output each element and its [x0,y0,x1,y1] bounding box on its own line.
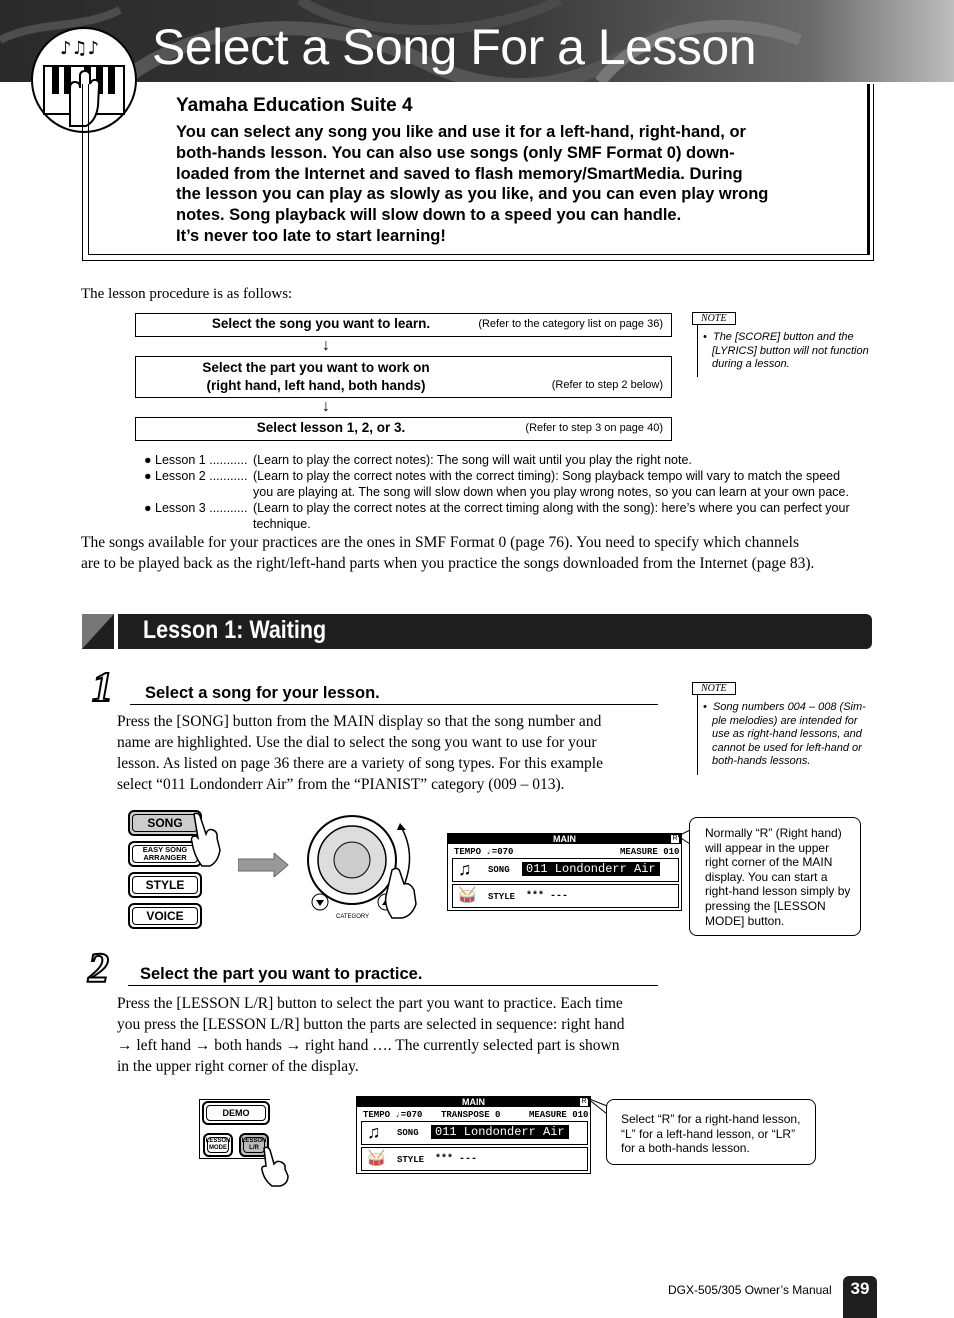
note-1-line-1: The [SCORE] button and the [712,331,854,343]
step-1-heading: Select a song for your lesson. [145,684,380,702]
callout-line: will appear in the upper [705,840,830,855]
right-arrow-icon [238,853,290,877]
part-indicator: R [581,1098,587,1105]
note-1-line-3: during a lesson. [712,358,790,371]
page-title: Select a Song For a Lesson [152,19,757,75]
step-2-heading: Select the part you want to practice. [140,965,423,983]
lesson-3-line: (Learn to play the correct notes at the correct timing along with the song): here’s where you can perfect your [253,501,850,515]
display-song-name: 011 Londonderr Air [522,862,660,876]
display-measure: MEASURE 010 [620,847,680,857]
section-title: Lesson 1: Waiting [143,616,327,644]
callout-step-2-text [607,1100,815,1156]
note-tag: NOTE [692,682,736,695]
step-1-line: Press the [SONG] button from the MAIN display so that the song number and [117,713,602,730]
intro-line: You can select any song you like and use it for a left-hand, right-hand, or [176,123,746,141]
lesson-2-line: (Learn to play the correct notes with the correct timing): Song playback tempo will vary to match the speed [253,469,841,483]
style-row-label: STYLE [397,1155,425,1165]
footer-manual: DGX-505/305 Owner’s Manual [668,1283,832,1297]
songs-line: are to be played back as the right/left-hand parts when you practice the songs downloaded from the Internet (page 83). [81,555,815,572]
lesson-3-desc [253,500,873,532]
part-indicator: R [672,835,678,842]
step-1-ref: (Refer to the category list on page 36) [478,318,663,330]
lesson-1-desc [253,452,873,468]
dial-icon[interactable] [300,810,430,925]
intro-line: the lesson you can play as slowly as you like, and you can even play wrong [176,185,769,204]
procedure-step-3 [135,417,672,441]
style-button-label: STYLE [132,876,198,894]
step-2-rule [128,985,658,986]
display-mode: MAIN [448,834,681,844]
pointing-hand-icon [258,1146,298,1188]
callout-step-2 [606,1099,816,1165]
note-rule [697,690,698,775]
easy-song-arranger-label: EASY SONG ARRANGER [132,845,198,863]
step-3-ref: (Refer to step 3 on page 40) [525,422,663,434]
lesson-2-line: you are playing at. The song will slow down when you play wrong notes, so you can learn at your own pace. [253,485,849,499]
intro-line: notes. Song playback will slow down to a speed you can handle. [176,206,682,225]
callout-line: right corner of the MAIN [705,855,833,870]
lesson-3-label: ● Lesson 3 ........... [144,501,248,515]
display-tempo: TEMPO ♩=070 [454,847,514,857]
section-triangle-icon [82,614,114,649]
main-display-2 [356,1096,591,1174]
step-3-text: Select lesson 1, 2, or 3. [256,420,406,435]
intro-line: both-hands lesson. You can also use songs (only SMF Format 0) down- [176,143,735,162]
note-2-line-4: cannot be used for left-hand or [712,741,862,754]
pointing-hand-icon [188,810,228,870]
step-1-number: 1 [92,665,113,711]
voice-button[interactable] [128,903,202,929]
step-1-rule [130,704,658,705]
intro-line: It’s never too late to start learning! [176,226,446,245]
note-tag: NOTE [692,312,736,325]
note-1-text [703,331,883,372]
category-label: CATEGORY [336,914,370,920]
note-2-line-2: ple melodies) are intended for [712,714,858,727]
down-arrow-icon: ↓ [322,337,330,354]
down-arrow-icon: ↓ [322,398,330,415]
main-display [447,833,682,911]
procedure-step-1 [135,313,672,337]
note-2-text: • Song numbers 004 – 008 (Sim- ple melodies) are intended for use as right-hand lessons, and cannot be used for left-hand or both-hands lessons. [703,701,883,769]
lesson-2-desc [253,468,873,500]
lesson-2-label: ● Lesson 2 ........... [144,469,248,483]
note-2-line-1: Song numbers 004 – 008 (Sim- [712,701,866,713]
display-style-value: *** --- [435,1154,478,1165]
step-1-line: name are highlighted. Use the dial to select the song you want to use for your [117,734,597,751]
note-2-line-3: use as right-hand lessons, and [712,728,862,741]
intro-heading: Yamaha Education Suite 4 [176,95,413,116]
song-button-label: SONG [132,814,198,832]
lesson-1-label: ● Lesson 1 ........... [144,453,248,467]
demo-button[interactable] [202,1101,270,1125]
procedure-step-2 [135,356,672,398]
step-2-line: you press the [LESSON L/R] button the parts are selected in sequence: right hand [117,1016,625,1033]
demo-button-label: DEMO [206,1105,266,1121]
step-2-line: → left hand → both hands → right hand …. The currently selected part is shown [117,1037,620,1054]
lesson-3-line: technique. [253,517,311,531]
callout-line: MODE] button. [705,913,785,928]
song-row-label: SONG [397,1128,419,1138]
display-transpose: TRANSPOSE 0 [441,1110,501,1120]
lesson-mode-button[interactable] [203,1133,233,1157]
display-song-name: 011 Londonderr Air [431,1125,569,1139]
style-row-label: STYLE [488,892,516,902]
lesson-1-line: (Learn to play the correct notes): The song will wait until you play the right note. [253,453,692,467]
display-style-value: *** --- [526,891,569,902]
note-icon: ♫ [367,1122,381,1142]
voice-button-label: VOICE [132,907,198,925]
callout-line: right-hand lesson simply by [705,884,851,899]
step-2-number: 2 [88,946,109,992]
callout-step-1 [689,817,861,936]
callout-line: for a both-hands lesson. [621,1141,750,1156]
intro-text [176,122,816,247]
step-2-body [117,993,687,1077]
callout-line: pressing the [LESSON [705,898,826,913]
display-measure: MEASURE 010 [529,1110,589,1120]
step-2-line: in the upper right corner of the display. [117,1058,359,1075]
songs-paragraph [81,532,881,574]
step-1-body [117,711,677,795]
callout-line: Select “R” for a right-hand lesson, [621,1112,801,1126]
callout-step-1-text [690,818,860,928]
lesson-lr-label: LESSON L/R [241,1138,267,1151]
display-mode: MAIN [357,1097,590,1107]
note-rule [697,320,698,377]
step-2-line-2: (right hand, left hand, both hands) [206,378,426,393]
callout-line: “L” for a left-hand lesson, or “LR” [621,1126,796,1141]
step-2-text [176,359,456,395]
procedure-intro: The lesson procedure is as follows: [81,286,293,302]
step-2-line-1: Select the part you want to work on [202,360,430,375]
note-icon: ♫ [458,859,472,879]
display-tempo: TEMPO ♩=070 [363,1110,423,1120]
step-1-line: lesson. As listed on page 36 there are a variety of song types. For this example [117,755,603,772]
lesson-mode-label: LESSON MODE [205,1138,231,1151]
note-line: • The [SCORE] button and the [703,331,854,343]
step-2-line: Press the [LESSON L/R] button to select the part you want to practice. Each time [117,995,623,1012]
callout-line: Normally “R” (Right hand) [705,826,842,840]
drum-icon: 🥁 [458,887,477,904]
page-number: 39 [843,1276,877,1318]
note-1-line-2: [LYRICS] button will not function [712,344,869,357]
step-2-ref: (Refer to step 2 below) [551,379,663,391]
callout-line: display. You can start a [705,869,828,884]
intro-line: loaded from the Internet and saved to flash memory/SmartMedia. During [176,164,743,183]
style-button[interactable] [128,872,202,898]
songs-line: The songs available for your practices are the ones in SMF Format 0 (page 76). You need to specify which channels [81,534,799,551]
song-row-label: SONG [488,865,510,875]
svg-text:♪♫♪: ♪♫♪ [60,38,100,59]
step-1-text: Select the song you want to learn. [211,316,431,331]
drum-icon: 🥁 [367,1150,386,1167]
note-2-line-5: both-hands lessons. [712,755,811,768]
step-1-line: select “011 Londonderr Air” from the “PIANIST” category (009 – 013). [117,776,565,793]
